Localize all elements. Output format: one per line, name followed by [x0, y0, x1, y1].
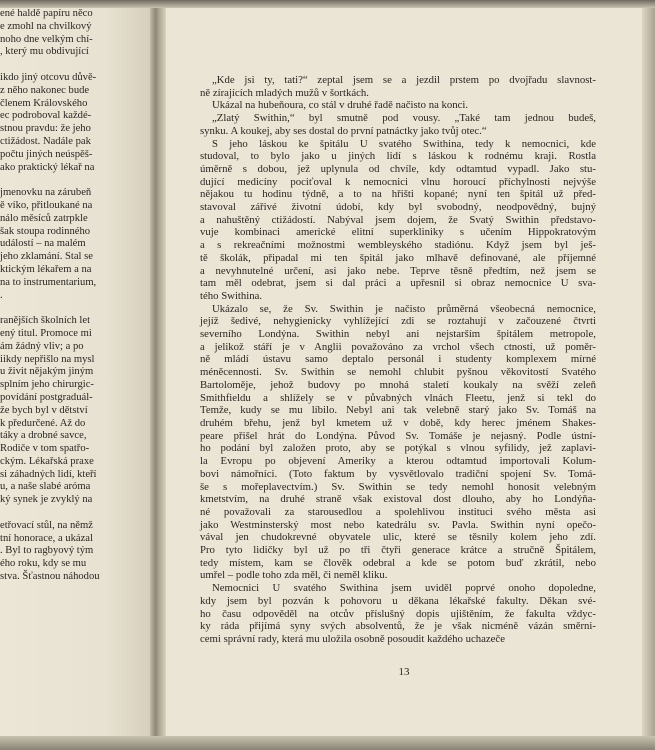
left-line: tní honorace, a ukázal [0, 532, 93, 544]
text-line: vával jen chudokrevné obyvatele ulic, které se těsnily kolem jeho zdí. [200, 531, 596, 544]
text-line: né považovali za starousedlou a spolehlivou instituci svého města asi [200, 505, 596, 518]
left-paragraph [0, 187, 136, 302]
left-paragraph [0, 8, 136, 59]
text-line: kdy jsem byl pozván k pohovoru u děkana lékařské fakulty. Děkan své- [200, 594, 596, 607]
left-page-text [0, 8, 136, 597]
scan-top-edge [0, 0, 655, 8]
text-line: druhém břehu, jenž byl kmetem už v době, kdy herec jménem Shakes- [200, 416, 596, 429]
left-line: z něho nakonec bude [0, 84, 90, 96]
left-page [0, 8, 150, 736]
left-line: ě víko, přitloukané na [0, 199, 93, 211]
left-line: stva. Šťastnou náhodou [0, 571, 100, 583]
left-line: noho dne velkým chí- [0, 33, 93, 45]
text-line: ho času odpověděl na otcův příslušný dopis ujištěním, že fakulta vždyc- [200, 607, 596, 620]
paragraph [200, 303, 596, 582]
left-line: k předurčené. Až do [0, 417, 86, 429]
text-line: cemi správní rady, která mu uložila osobně posoudit každého uchazeče [200, 632, 505, 645]
left-line: ikdo jiný otcovu důvě- [0, 71, 97, 83]
left-line: počtu jiných neúspěš- [0, 148, 93, 160]
left-line: e zmohl na chvilkový [0, 20, 92, 32]
paragraph [200, 582, 596, 646]
text-line: severního Londýna. Swithin nebyl ani nejstarším špitálem metropole, [200, 328, 596, 341]
text-line: a s rekreačními možnostmi wembleyského stadiónu. Když jsem byl ješ- [200, 239, 596, 252]
left-paragraph [0, 520, 136, 584]
text-line: a nahuštěný ctižádostí. Nabýval jsem dojem, že Svatý Swithin představo- [200, 213, 596, 226]
text-line: Ukázal na hubeňoura, co stál v druhé řadě načisto na konci. [212, 99, 469, 112]
text-line: bovi námořníci. (Toto faktum by vysvětlovalo tradiční spojení Sv. Tomá- [200, 467, 596, 480]
left-line: u živit nějakým jiným [0, 366, 94, 378]
left-line: na to instrumentarium, [0, 276, 97, 288]
left-paragraph [0, 72, 136, 174]
left-line: povídání postgraduál- [0, 391, 93, 403]
left-line: stnou pravdu: že jeho [0, 123, 91, 135]
left-paragraph [0, 315, 136, 507]
page-number: 13 [398, 666, 410, 678]
text-line: studoval, to bylo jako u jiných lidí s láskou k rodnému kraji. Rostla [200, 150, 596, 163]
left-line: jmenovku na zárubeň [0, 187, 92, 199]
left-line: ého roku, kdy se mu [0, 558, 87, 570]
left-line: šak stoupa rodinného [0, 225, 91, 237]
left-line: členem Královského [0, 97, 88, 109]
left-line: ranějších školních let [0, 315, 91, 327]
text-line: tedy místem, kam se člověk odebral a kde se potom buď zkrátil, nebo [200, 556, 596, 569]
text-line: tě školák, připadal mi ten špitál jako mlhavě definované, ale příjemné [200, 251, 596, 264]
text-line: vuje kombinaci americké elitní superkliniky s učením Hippokratovým [200, 226, 596, 239]
left-line: ctižádost. Nadále pak [0, 135, 91, 147]
text-line: Nemocnici U svatého Swithina jsem uviděl poprvé onoho dopoledne, [212, 582, 596, 595]
left-line: , který mu obdivující [0, 46, 89, 58]
text-line: Ukázalo se, že Sv. Swithin je načisto průměrná všeobecná nemocnice, [212, 302, 596, 315]
text-line: ky ráda přijímá syny svých absolventů, že je však nicméně vázán směrni- [200, 620, 596, 633]
text-line: tého Swithina. [200, 289, 263, 302]
text-line: synku. A koukej, aby ses dostal do první patnáctky jako tvůj otec.“ [200, 124, 487, 137]
text-line: stavoval zářivé životní údobí, kdy byl svobodný, neodpovědný, bujný [200, 201, 596, 214]
left-line: ám žádný vliv; a po [0, 340, 84, 352]
left-line: u, a naše slabé aróma [0, 481, 91, 493]
left-line: iikdy nepřišlo na mysl [0, 353, 95, 365]
text-line: umřel – podle toho zda měl, či neměl kliku. [200, 569, 388, 582]
left-line: ený titul. Promoce mi [0, 327, 92, 339]
left-line: ckým. Lékařská praxe [0, 455, 94, 467]
text-line: tam měl odebrat, jsem si dal práci a upřesnil si obraz nemocnice U sva- [200, 277, 596, 290]
left-line: ký synek je zvyklý na [0, 494, 93, 506]
left-line: splním jeho chirurgic- [0, 379, 94, 391]
left-line: nálo měsíců zatrpkle [0, 212, 88, 224]
left-line: etřovací stůl, na němž [0, 519, 93, 531]
left-line: Rodiče v tom spatřo- [0, 443, 90, 455]
text-line: jejíž šedivé, nehygienicky vyhlížející zdi se roztahují v začouzené čtvrti [200, 315, 596, 328]
text-line: še s mořeplavectvím.) Sv. Swithin se tedy nemohl honosit velebným [200, 480, 596, 493]
left-line: ktickým lékařem a na [0, 263, 92, 275]
text-line: úměrně s dobou, jež uplynula od chvíle, kdy odtamtud vypadl. Jako stu- [200, 162, 596, 175]
text-line: a nevyhnutelné určení, asi jako nebe. Teprve těsně předtím, než jsem se [200, 264, 596, 277]
text-line: Bartoloměje, jehož budovy po mnohá staletí koukaly na svěží zeleň [200, 378, 596, 391]
left-line: si záhadných lidí, kteří [0, 468, 97, 480]
left-line: ec podroboval každé- [0, 110, 92, 122]
left-line: ené haldě papíru něco [0, 8, 93, 19]
text-line: Temže, kudy se mu líbilo. Nebyl ani tak velebně starý jako Sv. Tomáš na [200, 404, 596, 417]
left-line: ako praktický lékař na [0, 161, 95, 173]
paragraph [200, 99, 596, 112]
text-line: „Kde jsi ty, tati?“ zeptal jsem se a jezdil prstem po dvojřadu slavnost- [212, 74, 596, 86]
text-line: ho podání byl založen proto, aby se potýkal s vlnou syfilidy, jež zaplavi- [200, 442, 596, 455]
left-line: . Byl to ragbyový tým [0, 545, 94, 557]
right-page-text [200, 74, 596, 646]
text-line: méněcennosti. Sv. Swithin se nemohl chlubit pyšnou věkovitostí Svatého [200, 366, 596, 379]
text-line: nějakou tu hodinu týdně, a to na hřišti kopané; nyní ten špitál už před- [200, 188, 596, 201]
right-page [166, 8, 642, 736]
left-line: jeho zklamání. Stal se [0, 251, 93, 263]
text-line: Smithfieldu a shlížely se v půvabných vlnách Fleetu, jenž si tekl do [200, 391, 596, 404]
left-line: že bych byl v dětství [0, 404, 88, 416]
page-edge [642, 8, 655, 736]
paragraph [200, 74, 596, 99]
text-line: peare přišel hrát do Londýna. Původ Sv. Tomáše je nejasný. Podle ústní- [200, 429, 596, 442]
text-line: kmetstvím, na druhé straně však existoval dost dlouho, aby ho Londýňa- [200, 493, 596, 506]
left-line: . [0, 289, 3, 301]
text-line: ně zírajících mladých mužů v šortkách. [200, 86, 369, 99]
paragraph [200, 112, 596, 137]
text-line: la Evropu po objevení Ameriky a kterou odtamtud importovali Kolum- [200, 455, 596, 468]
text-line: ně mládí ústavu samo deptalo personál i studenty komplexem mírné [200, 353, 596, 366]
text-line: S jeho láskou ke špitálu U svatého Swithina, tedy k nemocnici, kde [212, 137, 596, 150]
paragraph [200, 138, 596, 303]
text-line: Pro tyto lidičky byl už po tři čtyři generace krátce a stručně Špitálem, [200, 544, 596, 557]
left-line: událostí – na malém [0, 238, 86, 250]
text-line: jako Westminsterský most nebo katedrálu sv. Pavla. Swithin nyní opečo- [200, 518, 596, 531]
left-line: táky a drobné savce, [0, 430, 87, 442]
text-line: „Zlatý Swithin,“ byl smutně pod vousy. „Také tam jednou budeš, [212, 112, 596, 125]
book-gutter [150, 8, 166, 736]
text-line: dující medicíny pociťoval k nemocnici vlnu horoucí příchylnosti nejvýše [200, 175, 596, 188]
scan-bottom-edge [0, 736, 655, 750]
text-line: a jelikož stáří je v Anglii považováno za vrchol všech ctností, už poměr- [200, 340, 596, 353]
